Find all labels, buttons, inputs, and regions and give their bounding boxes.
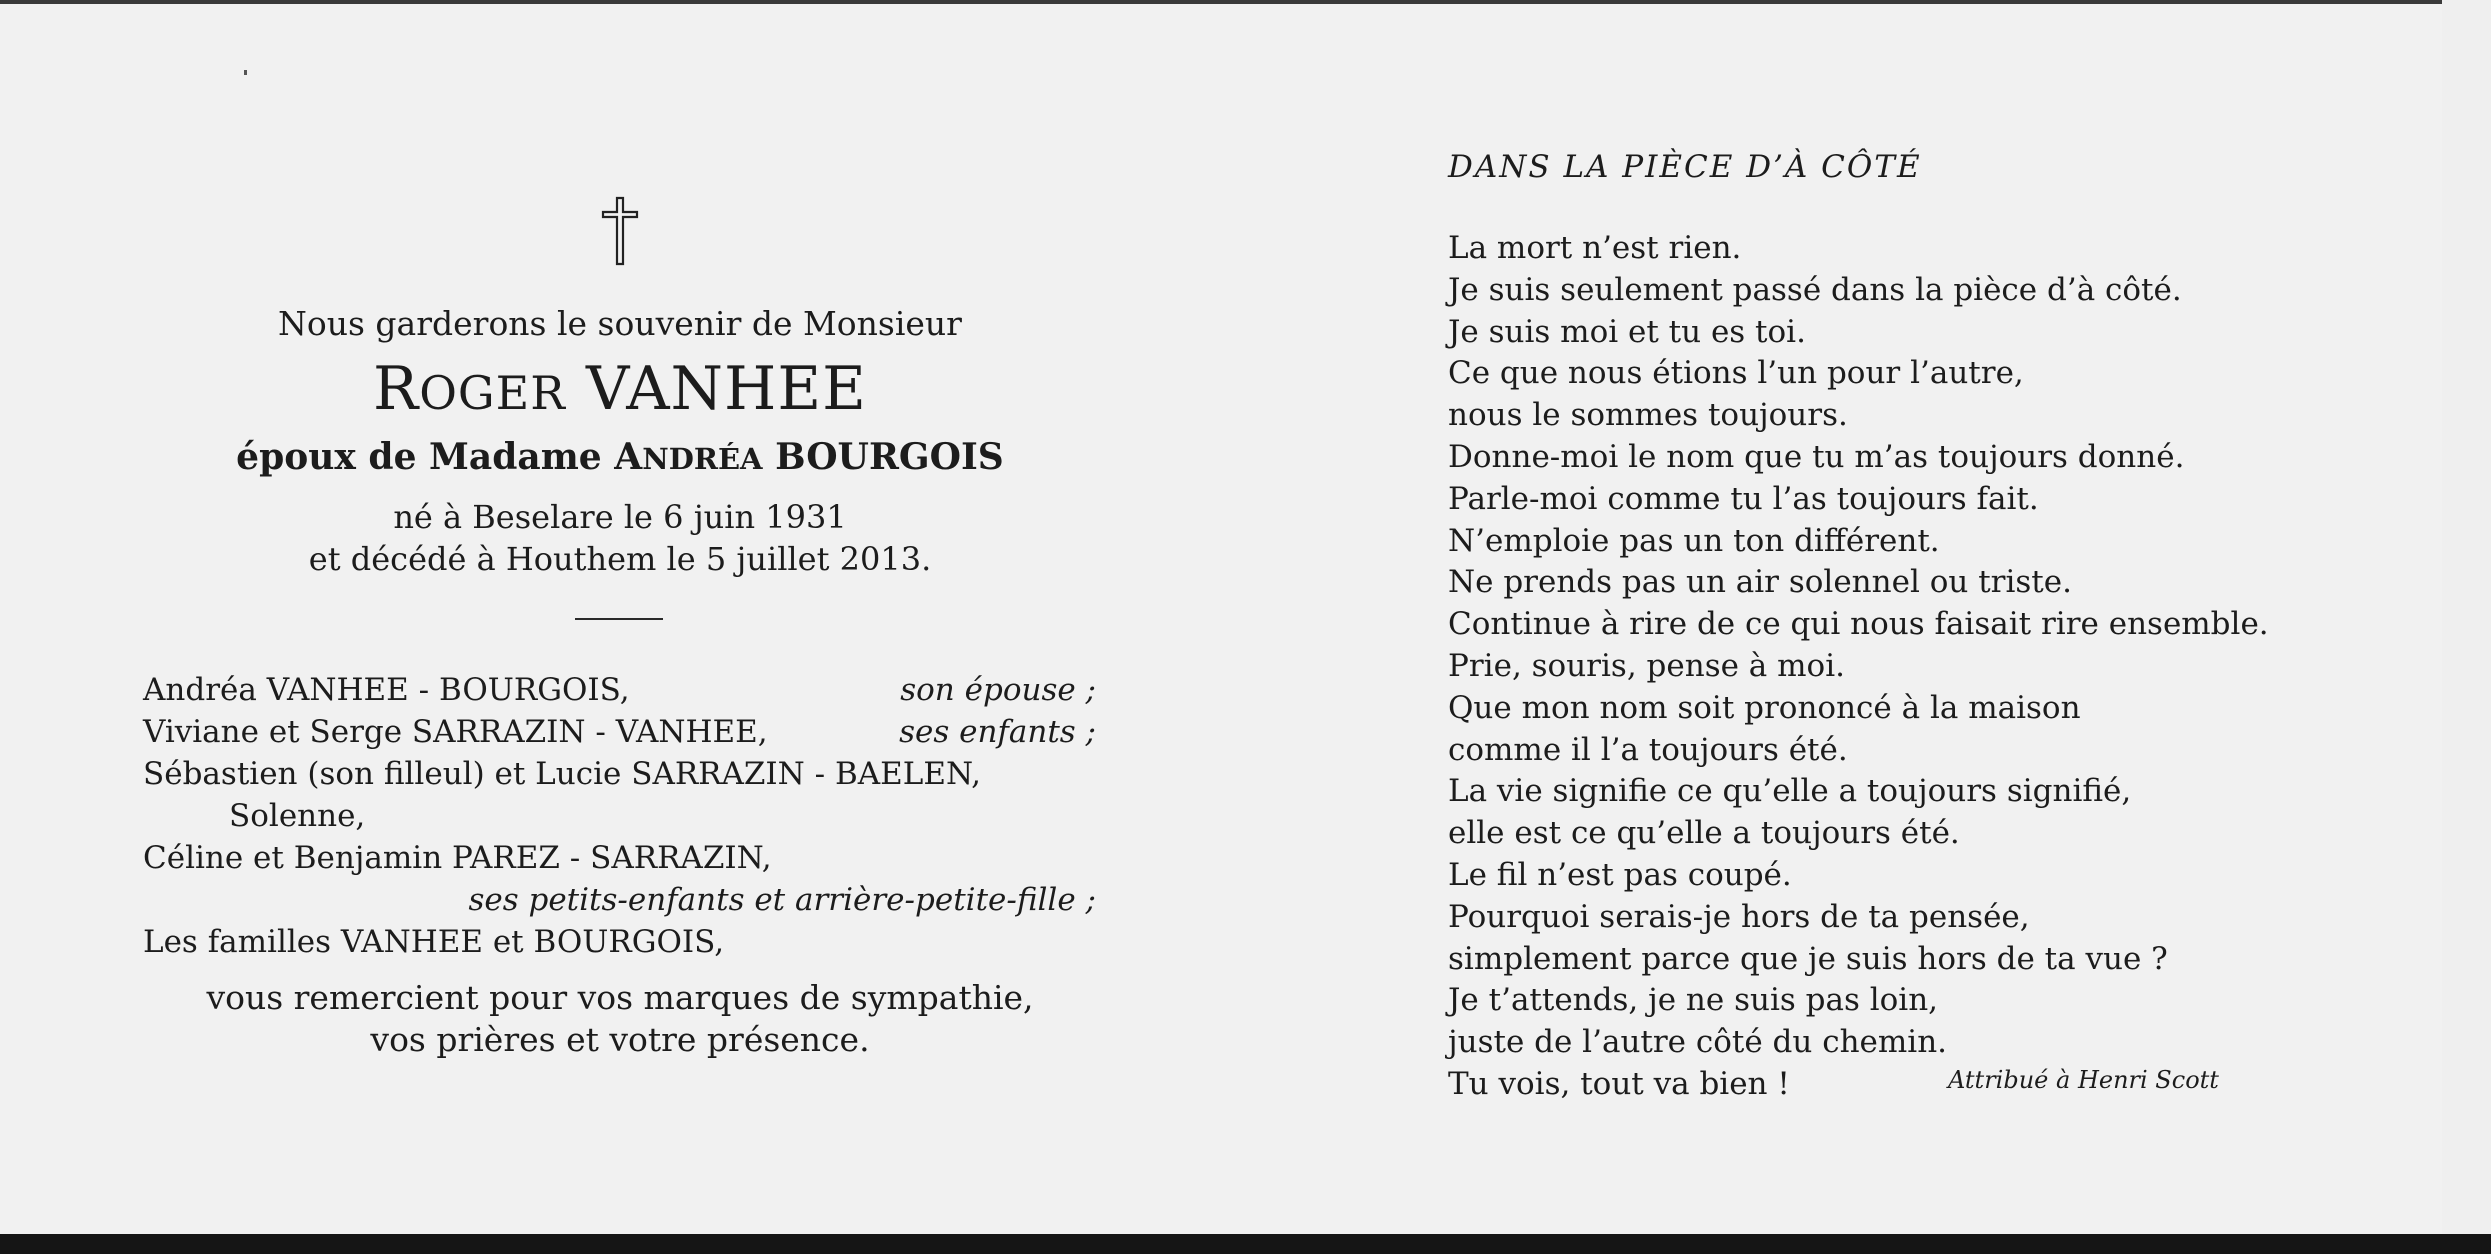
family-line-3: Sébastien (son filleul) et Lucie SARRAZIN - BAELEN, bbox=[143, 756, 981, 792]
deceased-first-initial: R bbox=[373, 354, 420, 424]
divider bbox=[575, 618, 663, 620]
poem-line: simplement parce que je suis hors de ta vue ? bbox=[1448, 940, 2168, 977]
spouse-prefix: époux de Madame bbox=[236, 436, 615, 478]
poem-line: Continue à rire de ce qui nous faisait rire ensemble. bbox=[1448, 606, 2269, 643]
spouse-first-rest: NDRÉA bbox=[642, 442, 763, 476]
poem-title: DANS LA PIÈCE D’À CÔTÉ bbox=[1448, 149, 1922, 185]
poem-line: N’emploie pas un ton différent. bbox=[1448, 522, 1940, 559]
poem-line: Que mon nom soit prononcé à la maison bbox=[1448, 689, 2081, 726]
poem-line: Pourquoi serais-je hors de ta pensée, bbox=[1448, 898, 2030, 935]
deceased-name bbox=[0, 354, 1240, 424]
cross-icon bbox=[597, 196, 643, 266]
thanks-line-1: vous remercient pour vos marques de sympathie, bbox=[206, 978, 1034, 1017]
poem-line: Le fil n’est pas coupé. bbox=[1448, 856, 1792, 893]
family-line-1: Andréa VANHEE - BOURGOIS, bbox=[143, 672, 630, 708]
poem-line: Donne-moi le nom que tu m’as toujours donné. bbox=[1448, 438, 2185, 475]
spouse-first-initial: A bbox=[614, 436, 643, 478]
family-line-7: Les familles VANHEE et BOURGOIS, bbox=[143, 924, 725, 960]
spouse-line bbox=[0, 436, 1240, 478]
poem-attribution: Attribué à Henri Scott bbox=[1948, 1066, 2219, 1094]
poem-line: Prie, souris, pense à moi. bbox=[1448, 647, 1845, 684]
poem-line: Tu vois, tout va bien ! bbox=[1448, 1065, 1790, 1102]
scan-edge-bottom bbox=[0, 1234, 2491, 1254]
poem-text bbox=[1448, 228, 2269, 1106]
poem-line: Je t’attends, je ne suis pas loin, bbox=[1448, 982, 1939, 1019]
family-line-5: Céline et Benjamin PAREZ - SARRAZIN, bbox=[143, 840, 772, 876]
poem-line: nous le sommes toujours. bbox=[1448, 397, 1848, 434]
thanks-line-2: vos prières et votre présence. bbox=[370, 1020, 870, 1059]
deceased-last-name: VANHEE bbox=[585, 354, 867, 424]
poem-line: juste de l’autre côté du chemin. bbox=[1448, 1024, 1948, 1061]
deceased-first-rest: OGER bbox=[419, 366, 566, 420]
poem-line: Ce que nous étions l’un pour l’autre, bbox=[1448, 355, 2024, 392]
poem-line: La mort n’est rien. bbox=[1448, 230, 1742, 266]
family-role-6: ses petits-enfants et arrière-petite-fille ; bbox=[468, 882, 1096, 918]
family-role-2: ses enfants ; bbox=[899, 714, 1096, 750]
birth-line: né à Beselare le 6 juin 1931 bbox=[393, 498, 847, 536]
family-line-2: Viviane et Serge SARRAZIN - VANHEE, bbox=[143, 714, 768, 750]
poem-line: Je suis seulement passé dans la pièce d’à côté. bbox=[1448, 271, 2182, 308]
poem-line: elle est ce qu’elle a toujours été. bbox=[1448, 815, 1960, 852]
family-line-4: Solenne, bbox=[229, 798, 366, 834]
poem-line: La vie signifie ce qu’elle a toujours signifié, bbox=[1448, 773, 2132, 810]
poem-line: comme il l’a toujours été. bbox=[1448, 731, 1848, 768]
left-panel bbox=[0, 4, 1240, 1234]
spouse-last-name: BOURGOIS bbox=[762, 436, 1004, 478]
family-role-1: son épouse ; bbox=[900, 672, 1096, 708]
death-line: et décédé à Houthem le 5 juillet 2013. bbox=[308, 540, 932, 578]
poem-line: Je suis moi et tu es toi. bbox=[1448, 313, 1806, 350]
intro-text: Nous garderons le souvenir de Monsieur bbox=[278, 304, 962, 343]
poem-line: Ne prends pas un air solennel ou triste. bbox=[1448, 564, 2072, 601]
poem-line: Parle-moi comme tu l’as toujours fait. bbox=[1448, 480, 2039, 517]
card-edge-right bbox=[2442, 0, 2491, 1254]
